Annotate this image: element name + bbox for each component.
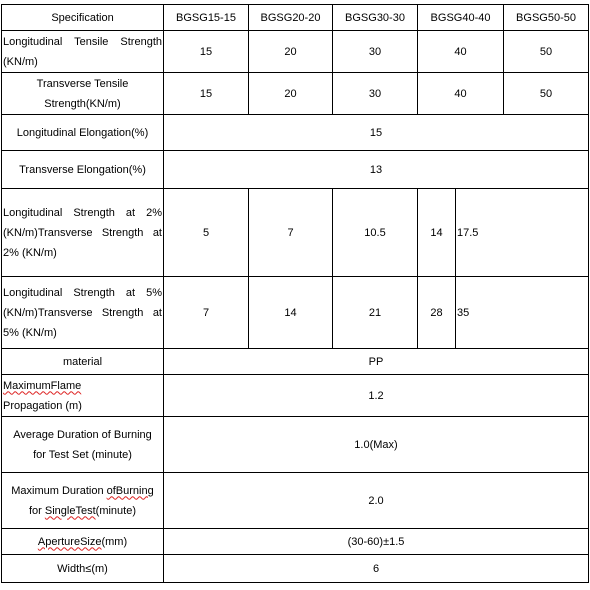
row-value: 20 <box>249 31 333 73</box>
row-aperture-size <box>2 529 589 555</box>
row-value: 2.0 <box>164 473 589 529</box>
row-value: 6 <box>164 555 589 583</box>
row-label-part: (minute) <box>95 504 136 517</box>
row-label-line: for Test Set (minute) <box>33 448 132 461</box>
row-value: 30 <box>333 31 418 73</box>
row-maximum-duration-burning <box>2 473 589 529</box>
row-value: 15 <box>164 115 589 151</box>
row-value: 10.5 <box>333 189 418 277</box>
header-model: BGSG40-40 <box>418 5 504 31</box>
row-label-part: for <box>28 504 45 517</box>
row-label <box>2 73 164 115</box>
header-specification: Specification <box>2 5 164 31</box>
header-row <box>2 5 589 31</box>
row-value: 21 <box>333 277 418 349</box>
row-value: 40 <box>418 73 504 115</box>
header-model: BGSG20-20 <box>249 5 333 31</box>
row-average-duration-burning <box>2 417 589 473</box>
row-maximum-flame-propagation <box>2 375 589 417</box>
row-label: material <box>2 349 164 375</box>
row-value: 50 <box>504 73 589 115</box>
row-value: 1.0(Max) <box>164 417 589 473</box>
row-value: 40 <box>418 31 504 73</box>
row-strength-2-percent <box>2 189 589 277</box>
row-label: Longitudinal Tensile Strength (KN/m) <box>2 31 164 73</box>
spellcheck-word: SingleTest <box>44 504 96 517</box>
row-material <box>2 349 589 375</box>
row-value: 17.5 <box>456 189 589 277</box>
row-value: 30 <box>333 73 418 115</box>
row-label-line: Strength(KN/m) <box>44 97 121 110</box>
row-strength-5-percent <box>2 277 589 349</box>
row-label <box>2 529 164 555</box>
row-label: Longitudinal Strength at 5% (KN/m)Transverse Strength at 5% (KN/m) <box>2 277 164 349</box>
row-value: 5 <box>164 189 249 277</box>
row-label <box>2 473 164 529</box>
row-width <box>2 555 589 583</box>
row-value: PP <box>164 349 589 375</box>
row-label: Longitudinal Elongation(%) <box>2 115 164 151</box>
row-label-line: Transverse Tensile <box>36 77 129 90</box>
row-label: Width≤(m) <box>2 555 164 583</box>
row-value: (30-60)±1.5 <box>164 529 589 555</box>
row-value: 20 <box>249 73 333 115</box>
row-value: 28 <box>418 277 456 349</box>
row-value: 1.2 <box>164 375 589 417</box>
spellcheck-word: ofBurning <box>106 484 154 497</box>
row-label-line: Propagation (m) <box>3 399 82 412</box>
row-value: 35 <box>456 277 589 349</box>
row-longitudinal-elongation <box>2 115 589 151</box>
row-value: 7 <box>249 189 333 277</box>
row-label: Transverse Elongation(%) <box>2 151 164 189</box>
row-transverse-tensile <box>2 73 589 115</box>
row-label-part: Maximum Duration <box>11 484 107 497</box>
row-value: 13 <box>164 151 589 189</box>
row-longitudinal-tensile <box>2 31 589 73</box>
row-transverse-elongation <box>2 151 589 189</box>
header-model: BGSG30-30 <box>333 5 418 31</box>
spellcheck-word: MaximumFlame <box>3 379 82 392</box>
row-label-line: Average Duration of Burning <box>13 428 152 441</box>
specification-table <box>1 4 589 583</box>
header-model: BGSG15-15 <box>164 5 249 31</box>
row-label <box>2 417 164 473</box>
row-value: 7 <box>164 277 249 349</box>
row-value: 14 <box>418 189 456 277</box>
row-value: 50 <box>504 31 589 73</box>
header-model: BGSG50-50 <box>504 5 589 31</box>
row-label-part: (mm) <box>101 535 128 548</box>
row-label: Longitudinal Strength at 2% (KN/m)Transverse Strength at 2% (KN/m) <box>2 189 164 277</box>
row-value: 15 <box>164 31 249 73</box>
spellcheck-word: ApertureSize <box>37 535 102 548</box>
row-value: 15 <box>164 73 249 115</box>
row-label <box>2 375 164 417</box>
row-value: 14 <box>249 277 333 349</box>
